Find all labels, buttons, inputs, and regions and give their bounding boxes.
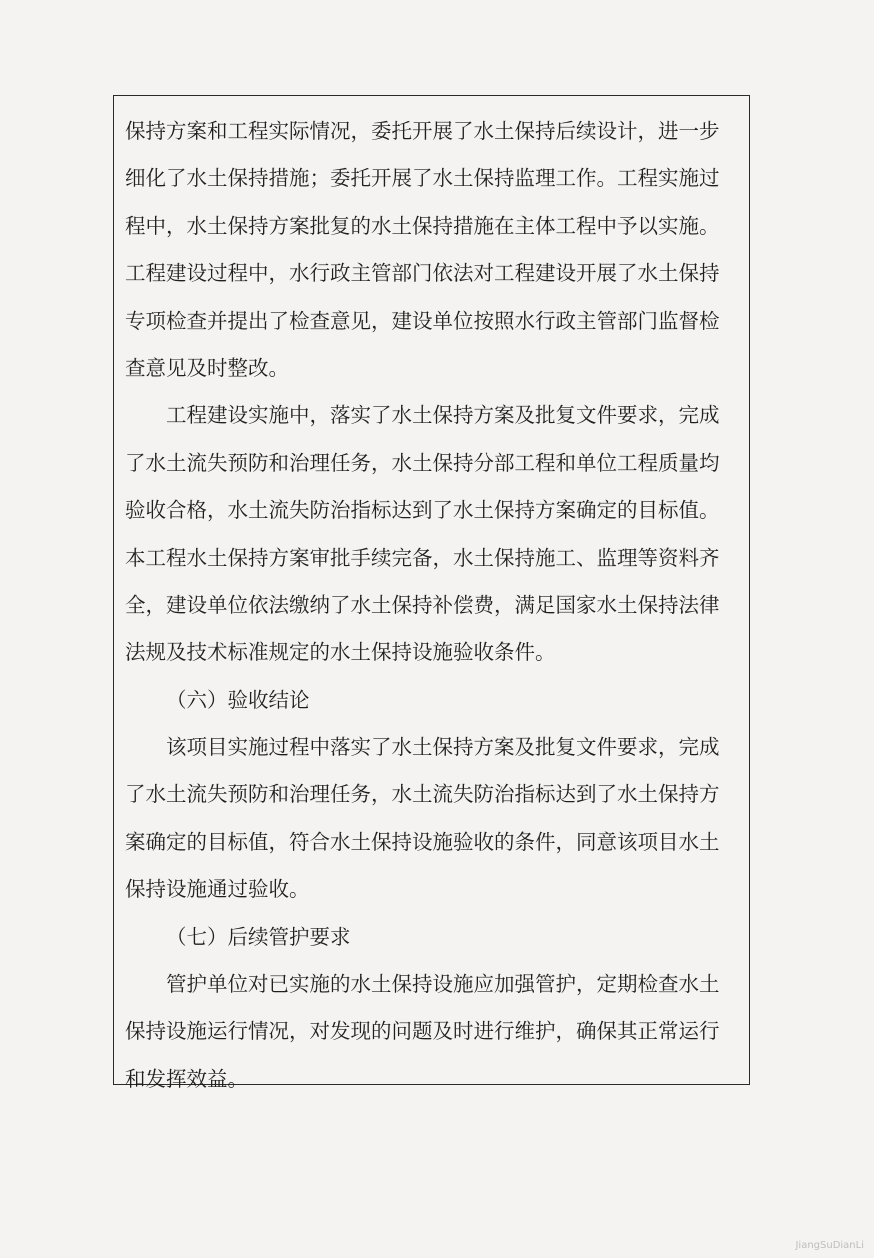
text-line: 保持设施通过验收。: [125, 877, 310, 902]
text-line: 了水土流失预防和治理任务，水土流失防治指标达到了水土保持方: [125, 782, 720, 807]
text-line: 查意见及时整改。: [125, 355, 289, 380]
text-line: 本工程水土保持方案审批手续完备，水土保持施工、监理等资料齐: [125, 545, 720, 570]
text-line: 保持设施运行情况，对发现的问题及时进行维护，确保其正常运行: [125, 1019, 720, 1044]
text-line: 管护单位对已实施的水土保持设施应加强管护，定期检查水土: [166, 972, 720, 997]
text-line: 了水土流失预防和治理任务，水土保持分部工程和单位工程质量均: [125, 450, 720, 475]
text-line: 专项检查并提出了检查意见，建设单位按照水行政主管部门监督检: [125, 308, 720, 333]
watermark: JiangSuDianLi: [795, 1240, 864, 1251]
text-line: 验收合格，水土流失防治指标达到了水土保持方案确定的目标值。: [125, 498, 720, 523]
section-heading: （七）后续管护要求: [166, 924, 351, 949]
text-line: 案确定的目标值，符合水土保持设施验收的条件，同意该项目水土: [125, 829, 720, 854]
text-line: 工程建设实施中，落实了水土保持方案及批复文件要求，完成: [166, 403, 720, 428]
text-line: 细化了水土保持措施；委托开展了水土保持监理工作。工程实施过: [125, 166, 720, 191]
section-heading: （六）验收结论: [166, 687, 310, 712]
text-line: 工程建设过程中，水行政主管部门依法对工程建设开展了水土保持: [125, 261, 720, 286]
document-body: [125, 108, 743, 1103]
text-line: 保持方案和工程实际情况，委托开展了水土保持后续设计，进一步: [125, 119, 720, 143]
text-line: 程中，水土保持方案批复的水土保持措施在主体工程中予以实施。: [125, 213, 720, 238]
text-line: 该项目实施过程中落实了水土保持方案及批复文件要求，完成: [166, 735, 720, 760]
text-line: 和发挥效益。: [125, 1066, 248, 1091]
text-line: 法规及技术标准规定的水土保持设施验收条件。: [125, 640, 556, 665]
text-line: 全，建设单位依法缴纳了水土保持补偿费，满足国家水土保持法律: [125, 592, 720, 617]
